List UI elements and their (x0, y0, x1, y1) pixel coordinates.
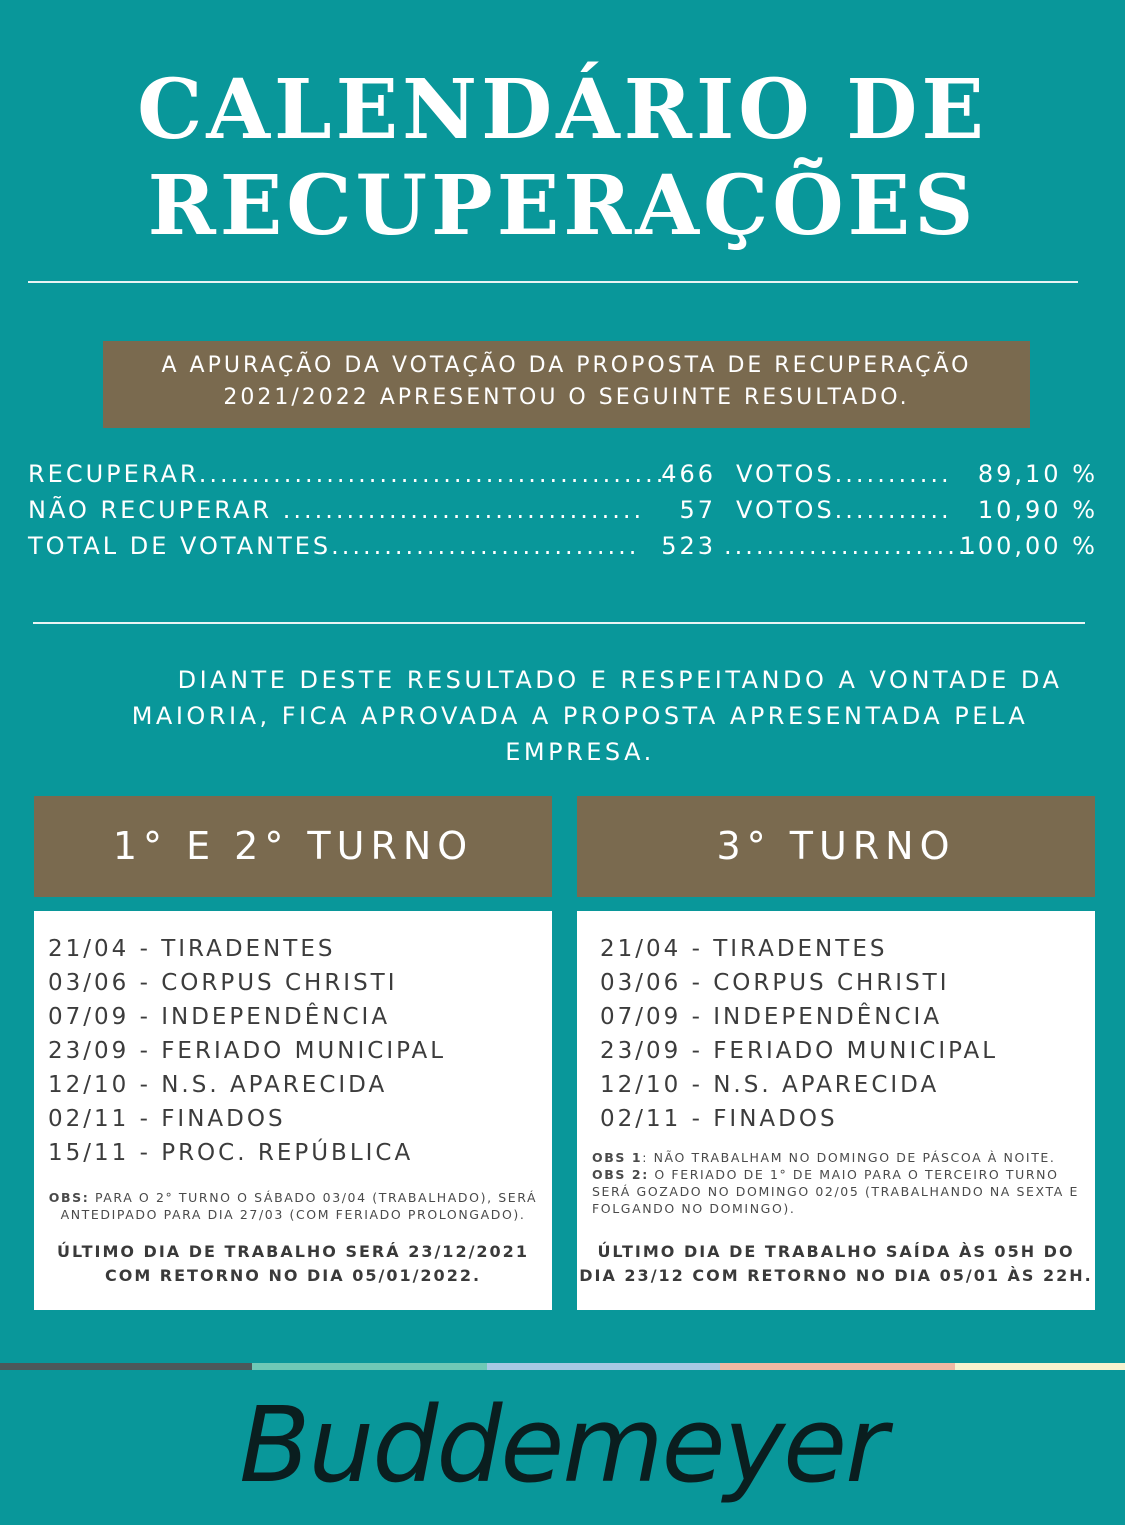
observation-1 (592, 1149, 1087, 1166)
list-item: 02/11 - FINADOS (48, 1106, 286, 1132)
stripe-segment (0, 1363, 252, 1370)
stripe-segment (955, 1363, 1125, 1370)
result-label: NÃO RECUPERAR .................................. (28, 496, 645, 524)
stripe-segment (720, 1363, 955, 1370)
result-banner (103, 341, 1030, 428)
vote-results (28, 456, 1098, 564)
list-item: 02/11 - FINADOS (600, 1106, 838, 1132)
approval-line-2: MAIORIA, FICA APROVADA A PROPOSTA APRESENTADA PELA (131, 702, 1029, 730)
approval-line-3: EMPRESA. (505, 738, 655, 766)
obs-label: OBS: (48, 1190, 90, 1205)
holiday-list (48, 932, 446, 1170)
observation-note (48, 1189, 538, 1223)
result-label: RECUPERAR............................................ (28, 460, 667, 488)
last-workday-note (577, 1240, 1095, 1288)
color-stripe-bar (0, 1363, 1125, 1370)
list-item: 15/11 - PROC. REPÚBLICA (48, 1140, 414, 1166)
list-item: 23/09 - FERIADO MUNICIPAL (600, 1038, 999, 1064)
result-suffix: VOTOS........... (736, 496, 952, 524)
turno-3-card (577, 911, 1095, 1310)
holiday-list (600, 932, 998, 1136)
list-item: 12/10 - N.S. APARECIDA (600, 1072, 940, 1098)
result-percent: 89,10 % (977, 460, 1098, 488)
list-item: 03/06 - CORPUS CHRISTI (48, 970, 398, 996)
last-workday-line-2: DIA 23/12 COM RETORNO NO DIA 05/01 ÀS 22H. (579, 1266, 1093, 1285)
list-item: 12/10 - N.S. APARECIDA (48, 1072, 388, 1098)
result-percent: 10,90 % (977, 496, 1098, 524)
turno-1-2-card (34, 911, 552, 1310)
list-item: 07/09 - INDEPENDÊNCIA (600, 1004, 943, 1030)
result-suffix: ........................ (724, 532, 980, 560)
turno-1-2-heading: 1° E 2° TURNO (34, 796, 552, 897)
list-item: 23/09 - FERIADO MUNICIPAL (48, 1038, 447, 1064)
obs2-text: O FERIADO DE 1° DE MAIO PARA O TERCEIRO TURNO SERÁ GOZADO NO DOMINGO 02/05 (TRABALHANDO NA SEXTA E FOLGANDO NO DOMINGO). (592, 1167, 1079, 1216)
list-item: 21/04 - TIRADENTES (48, 936, 336, 962)
list-item: 21/04 - TIRADENTES (600, 936, 888, 962)
banner-line-1: A APURAÇÃO DA VOTAÇÃO DA PROPOSTA DE RECUPERAÇÃO (161, 353, 972, 378)
observation-2 (592, 1166, 1087, 1217)
last-workday-note (34, 1240, 552, 1288)
result-count: 57 (679, 496, 716, 524)
list-item: 07/09 - INDEPENDÊNCIA (48, 1004, 391, 1030)
obs1-label: OBS 1 (592, 1150, 643, 1165)
approval-statement (60, 662, 1100, 770)
title-line-1: CALENDÁRIO DE (137, 62, 988, 158)
last-workday-line-2: COM RETORNO NO DIA 05/01/2022. (104, 1266, 482, 1285)
result-count: 466 (661, 460, 716, 488)
banner-line-2: 2021/2022 APRESENTOU O SEGUINTE RESULTADO. (223, 385, 910, 410)
result-row-recuperar (28, 456, 1098, 492)
list-item: 03/06 - CORPUS CHRISTI (600, 970, 950, 996)
observation-notes (592, 1149, 1087, 1217)
result-count: 523 (661, 532, 716, 560)
divider-middle (33, 622, 1085, 624)
approval-line-1: DIANTE DESTE RESULTADO E RESPEITANDO A VONTADE DA (177, 666, 1063, 694)
result-suffix: VOTOS........... (736, 460, 952, 488)
result-row-nao-recuperar (28, 492, 1098, 528)
title-line-2: RECUPERAÇÕES (147, 158, 978, 254)
divider-top (28, 281, 1078, 283)
brand-logo: Buddemeyer (239, 1384, 886, 1506)
result-percent: 100,00 % (959, 532, 1098, 560)
last-workday-line-1: ÚLTIMO DIA DE TRABALHO SAÍDA ÀS 05H DO (597, 1242, 1075, 1261)
result-label: TOTAL DE VOTANTES............................. (28, 532, 640, 560)
obs-text: PARA O 2° TURNO O SÁBADO 03/04 (TRABALHADO), SERÁ ANTEDIPADO PARA DIA 27/03 (COM FERIADO PROLONGADO). (60, 1190, 538, 1222)
stripe-segment (487, 1363, 720, 1370)
obs1-text: : NÃO TRABALHAM NO DOMINGO DE PÁSCOA À NOITE. (642, 1150, 1056, 1165)
result-row-total (28, 528, 1098, 564)
last-workday-line-1: ÚLTIMO DIA DE TRABALHO SERÁ 23/12/2021 (57, 1242, 529, 1261)
stripe-segment (252, 1363, 487, 1370)
obs2-label: OBS 2: (592, 1167, 649, 1182)
turno-3-heading: 3° TURNO (577, 796, 1095, 897)
page-title (0, 62, 1125, 254)
